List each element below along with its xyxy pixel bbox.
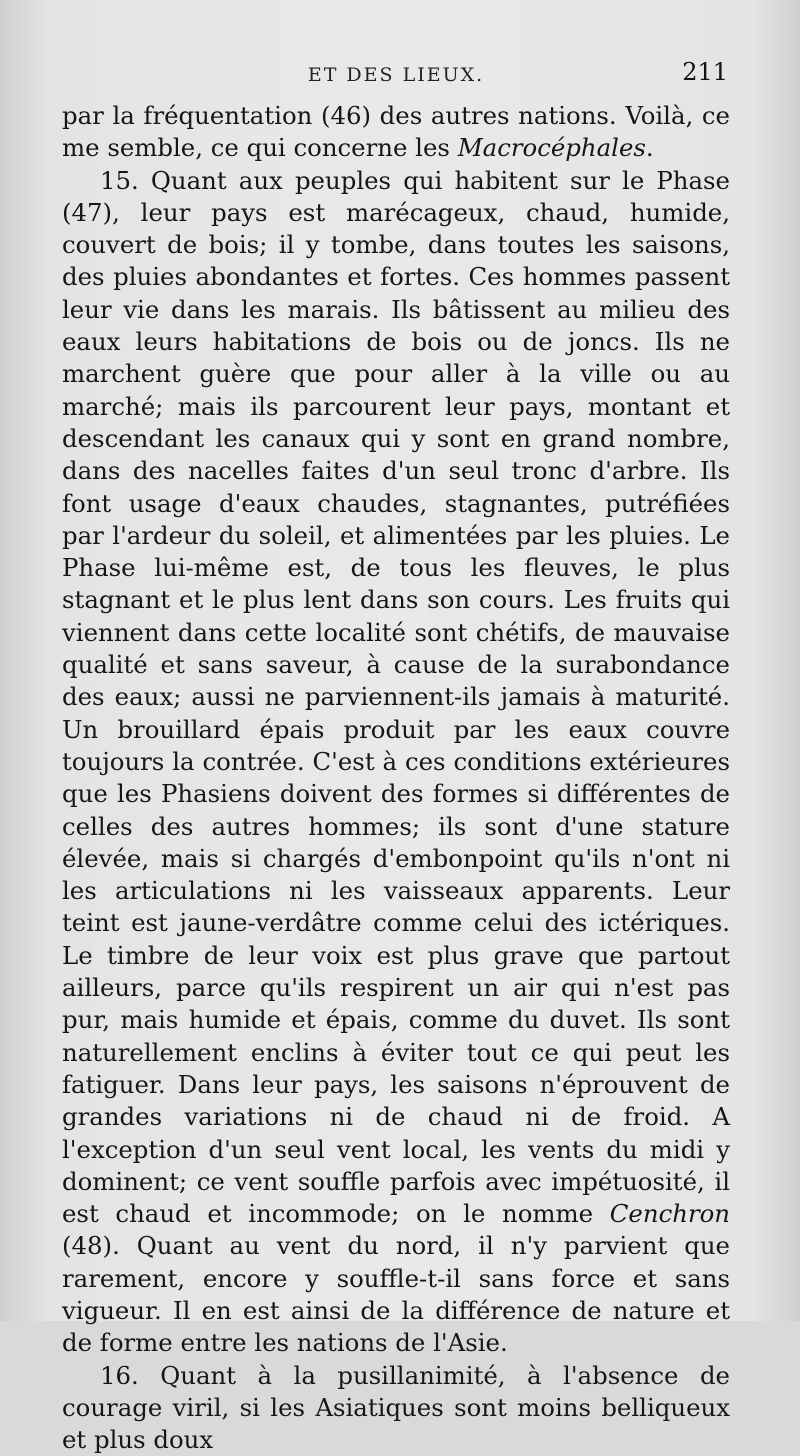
page-number: 211 — [682, 58, 728, 86]
page-header — [64, 58, 728, 90]
paragraph-15-text: 15. Quant aux peuples qui habitent sur le Phase (47), leur pays est marécageux, chaud, humide, couvert de bois; il y tombe, dans toutes les saisons, des pluies abondantes et fortes. Ces hommes passent leur vie dans les marais. Ils bâtissent au milieu des eaux leurs habitations de bois ou de joncs. Ils ne marchent guère que pour aller à la ville ou au marché; mais ils parcourent leur pays, montant et descendant les canaux qui y sont en grand nombre, dans des nacelles faites d'un seul tronc d'arbre. Ils font usage d'eaux chaudes, stagnantes, putréfiées par l'ardeur du soleil, et alimentées par les pluies. Le Phase lui-même est, de tous les fleuves, le plus stagnant et le plus lent dans son cours. Les fruits qui viennent dans cette localité sont chétifs, de mauvaise qualité et sans saveur, à cause de la surabondance des eaux; aussi ne parviennent-ils jamais à maturité. Un brouillard épais produit par les eaux couvre toujours la contrée. C'est à ces conditions extérieures que les Phasiens doivent des formes si différentes de celles des autres hommes; ils sont d'une stature élevée, mais si chargés d'embonpoint qu'ils n'ont ni les articulations ni les vaisseaux apparents. Leur teint est jaune-verdâtre comme celui des ictériques. Le timbre de leur voix est plus grave que partout ailleurs, parce qu'ils respirent un air qui n'est pas pur, mais humide et épais, comme du duvet. Ils sont naturellement enclins à éviter tout ce qui peut les fatiguer. Dans leur pays, les saisons n'éprouvent de grandes variations ni de chaud ni de froid. A l'exception d'un seul vent local, les vents du midi y dominent; ce vent souffle parfois avec impétuosité, il est chaud et incommode; on le nomme — [62, 165, 730, 1229]
term-cenchron: Cenchron — [609, 1199, 730, 1229]
paragraph-1-text: par la fréquentation (46) des autres nations. Voilà, ce me semble, ce qui concerne les — [62, 101, 730, 163]
paragraph-15-end: (48). Quant au vent du nord, il n'y parvient que rarement, encore y souffle-t-il sans force et sans vigueur. Il en est ainsi de la différence de nature et de forme entre les nations de l'Asie. — [62, 1231, 730, 1358]
term-macrocephales: Macrocéphales — [457, 133, 646, 163]
paragraph-15 — [62, 165, 730, 1360]
paragraph-1 — [62, 100, 730, 165]
running-head: ET DES LIEUX. — [307, 64, 485, 86]
paragraph-16-text: 16. Quant à la pusillanimité, à l'absence de courage viril, si les Asiatiques sont moins belliqueux et plus doux — [62, 1360, 730, 1455]
paragraph-1-end: . — [645, 133, 654, 163]
body-text — [62, 100, 730, 1456]
paragraph-16 — [62, 1360, 730, 1456]
